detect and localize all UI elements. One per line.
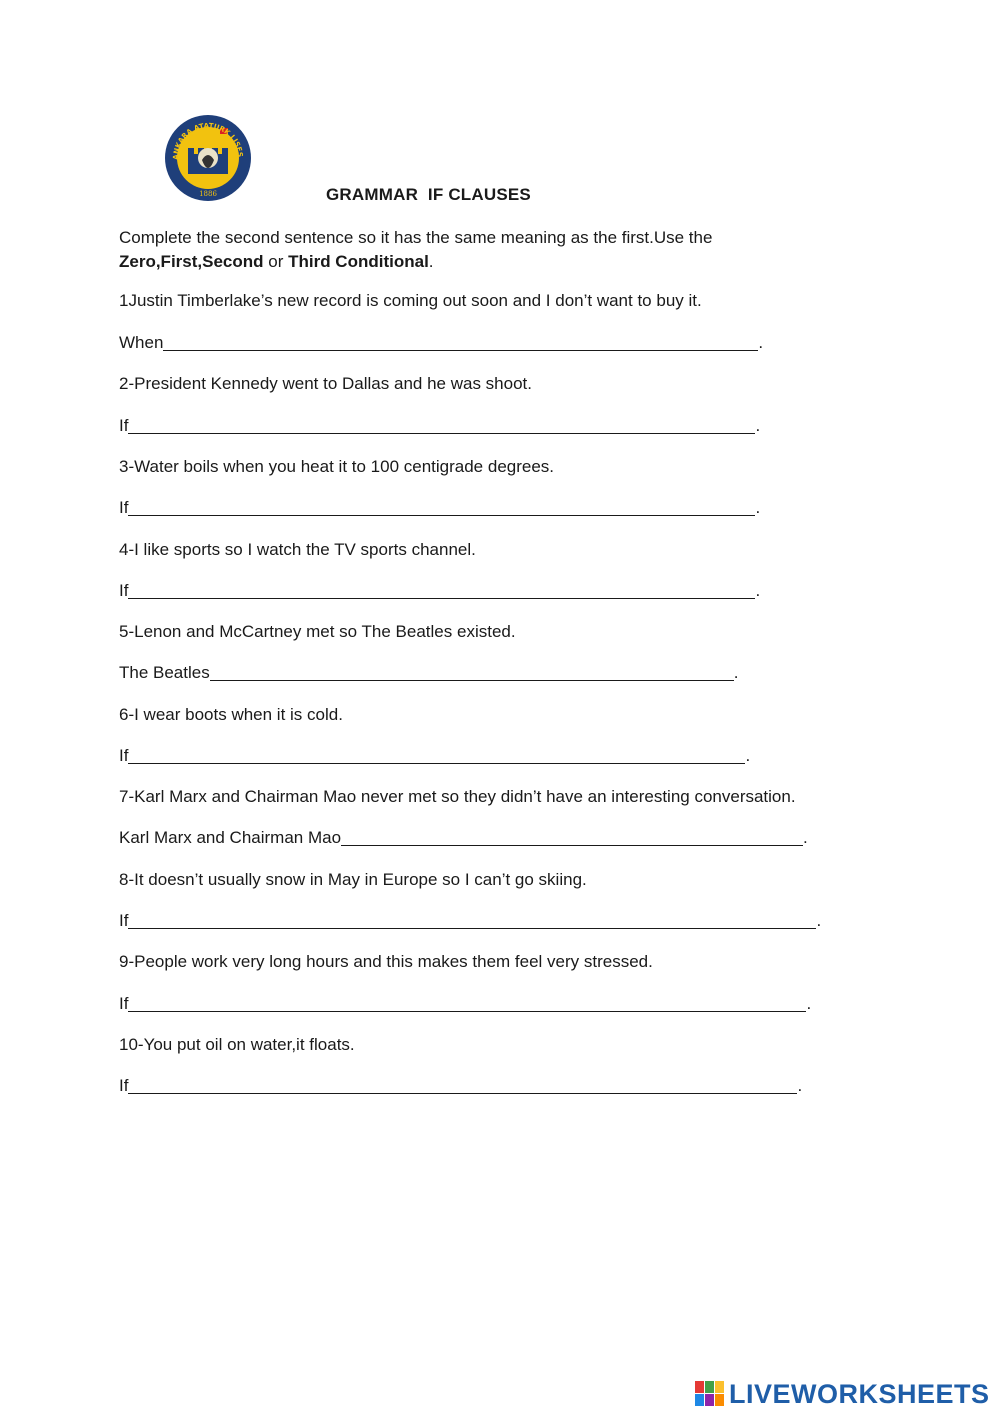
answer-line-7: Karl Marx and Chairman Mao . [119,828,808,847]
liveworksheets-logo-icon [695,1381,725,1407]
logo-year: 1886 [199,190,217,198]
exercise-sentence-8: 8-It doesn’t usually snow in May in Europe so I can’t go skiing. [119,870,587,889]
exercise-sentence-2: 2-President Kennedy went to Dallas and he was shoot. [119,374,532,393]
instructions-conditionals: Zero,First,Second [119,252,264,271]
answer-blank[interactable] [128,498,755,516]
exercise-sentence-4: 4-I like sports so I watch the TV sports channel. [119,540,476,559]
answer-line-9: If . [119,994,812,1013]
answer-line-5: The Beatles . [119,663,739,682]
answer-prompt: If [119,911,129,930]
answer-prompt: If [119,581,129,600]
answer-blank[interactable] [128,581,755,599]
answer-prompt: If [119,498,129,517]
exercise-sentence-6: 6-I wear boots when it is cold. [119,705,343,724]
answer-prompt: When [119,333,164,352]
instructions [119,226,899,274]
answer-prompt: Karl Marx and Chairman Mao [119,828,342,847]
exercise-sentence-10: 10-You put oil on water,it floats. [119,1035,355,1054]
answer-blank[interactable] [128,1076,797,1094]
instructions-line1: Complete the second sentence so it has the same meaning as the first.Use the [119,228,713,247]
instructions-or: or [263,252,289,271]
brand-name: LIVEWORKSHEETS [729,1378,990,1409]
exercise-sentence-3: 3-Water boils when you heat it to 100 centigrade degrees. [119,457,555,476]
answer-prompt: The Beatles [119,663,210,682]
page-title: GRAMMAR IF CLAUSES [326,185,531,204]
logo-text: ANKARA ATATURK LISES [171,121,245,160]
liveworksheets-brand [695,1376,990,1412]
exercise-sentence-9: 9-People work very long hours and this makes them feel very stressed. [119,952,653,971]
answer-blank[interactable] [128,416,755,434]
answer-blank[interactable] [128,911,816,929]
answer-line-4: If . [119,581,761,600]
answer-line-8: If . [119,911,822,930]
answer-blank[interactable] [341,828,803,846]
answer-line-2: If . [119,416,761,435]
exercise-sentence-1: 1Justin Timberlake’s new record is coming out soon and I don’t want to buy it. [119,291,702,310]
exercise-sentence-7: 7-Karl Marx and Chairman Mao never met so they didn’t have an interesting conversation. [119,787,796,806]
instructions-third: Third Conditional [288,252,429,271]
answer-line-3: If . [119,498,761,517]
instructions-period: . [428,252,434,271]
answer-blank[interactable] [163,333,758,351]
answer-line-6: If . [119,746,751,765]
answer-prompt: If [119,994,129,1013]
answer-blank[interactable] [128,994,806,1012]
answer-line-10: If . [119,1076,803,1095]
answer-blank[interactable] [128,746,745,764]
answer-prompt: If [119,746,129,765]
answer-blank[interactable] [210,663,734,681]
answer-prompt: If [119,416,129,435]
school-seal-logo [164,114,252,202]
exercise-sentence-5: 5-Lenon and McCartney met so The Beatles existed. [119,622,516,641]
answer-prompt: If [119,1076,129,1095]
answer-line-1: When . [119,333,764,352]
